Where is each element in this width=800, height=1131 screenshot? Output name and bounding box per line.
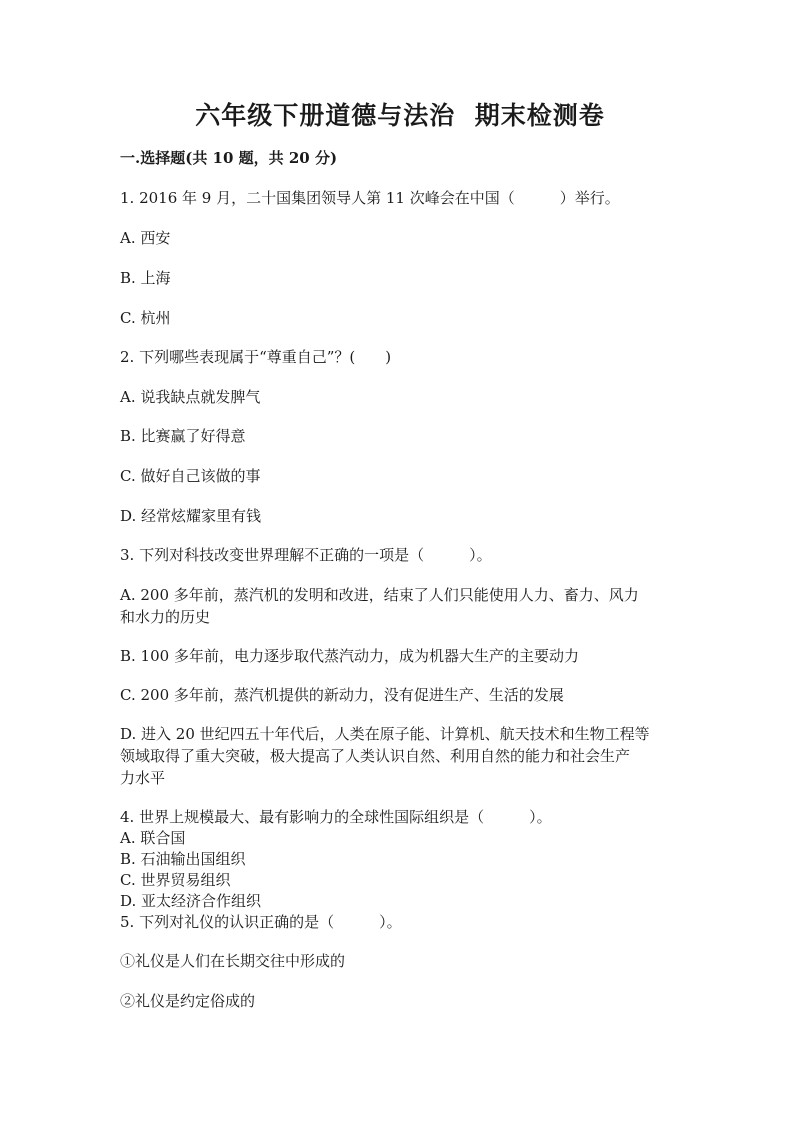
question-4-option-c: C. 世界贸易组织 xyxy=(120,871,231,889)
question-5-statement-2: ②礼仪是约定俗成的 xyxy=(120,992,256,1010)
page-title: 六年级下册道德与法治 期末检测卷 xyxy=(195,101,605,130)
question-3-option-d-line-3: 力水平 xyxy=(120,769,166,787)
question-4-option-a: A. 联合国 xyxy=(120,829,186,847)
question-1-option-a: A. 西安 xyxy=(120,229,171,247)
question-2-option-a: A. 说我缺点就发脾气 xyxy=(120,388,261,406)
question-4-option-d: D. 亚太经济合作组织 xyxy=(120,892,262,910)
question-4-option-b: B. 石油输出国组织 xyxy=(120,850,246,868)
question-3-stem: 3. 下列对科技改变世界理解不正确的一项是（ ）。 xyxy=(120,546,492,564)
question-2-option-b: B. 比赛赢了好得意 xyxy=(120,427,246,445)
question-3-option-c: C. 200 多年前，蒸汽机提供的新动力，没有促进生产、生活的发展 xyxy=(120,686,564,704)
question-5-statement-1: ①礼仪是人们在长期交往中形成的 xyxy=(120,952,346,970)
question-1-stem: 1. 2016 年 9 月，二十国集团领导人第 11 次峰会在中国（ ）举行。 xyxy=(120,189,620,207)
question-3-option-b: B. 100 多年前，电力逐步取代蒸汽动力，成为机器大生产的主要动力 xyxy=(120,647,579,665)
question-1-option-c: C. 杭州 xyxy=(120,309,171,327)
question-4-stem: 4. 世界上规模最大、最有影响力的全球性国际组织是（ ）。 xyxy=(120,808,552,826)
question-3-option-d-line-1: D. 进入 20 世纪四五十年代后，人类在原子能、计算机、航天技术和生物工程等 xyxy=(120,725,650,743)
question-2-option-d: D. 经常炫耀家里有钱 xyxy=(120,507,262,525)
section-heading: 一.选择题(共 10 题，共 20 分) xyxy=(120,149,338,167)
question-3-option-d-line-2: 领域取得了重大突破，极大提高了人类认识自然、利用自然的能力和社会生产 xyxy=(120,747,631,765)
question-1-option-b: B. 上海 xyxy=(120,269,171,287)
question-3-option-a-line-2: 和水力的历史 xyxy=(120,608,211,626)
question-2-option-c: C. 做好自己该做的事 xyxy=(120,467,261,485)
question-3-option-a-line-1: A. 200 多年前，蒸汽机的发明和改进，结束了人们只能使用人力、畜力、风力 xyxy=(120,586,639,604)
question-5-stem: 5. 下列对礼仪的认识正确的是（ ）。 xyxy=(120,913,402,931)
question-2-stem: 2. 下列哪些表现属于“尊重自己”？( ) xyxy=(120,348,392,366)
